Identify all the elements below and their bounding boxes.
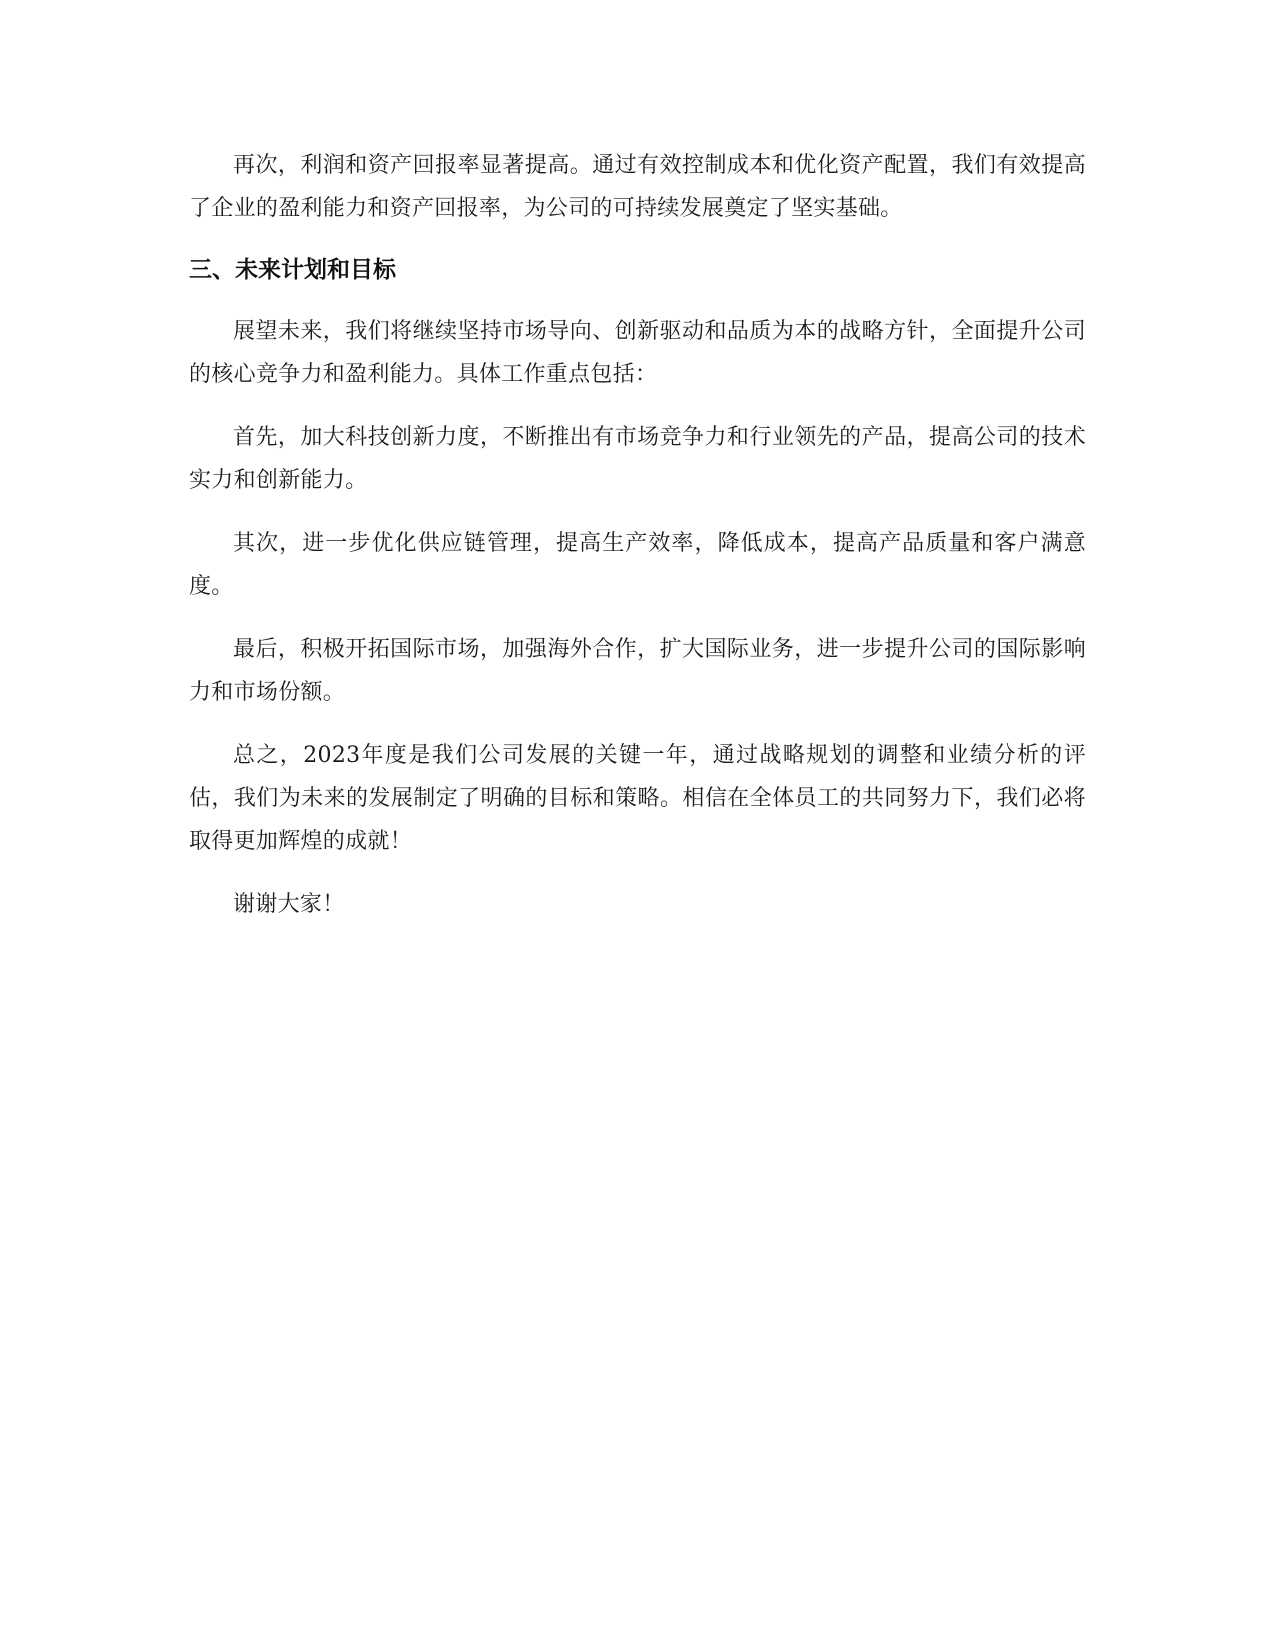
paragraph-first-innovation: 首先，加大科技创新力度，不断推出有市场竞争力和行业领先的产品，提高公司的技术实力和创新能力。 — [189, 425, 1086, 493]
paragraph-thanks: 谢谢大家！ — [233, 892, 345, 917]
section-heading-future-plans: 三、未来计划和目标 — [189, 257, 396, 283]
document-body — [189, 144, 1086, 946]
paragraph-second-supply-chain: 其次，进一步优化供应链管理，提高生产效率，降低成本，提高产品质量和客户满意度。 — [189, 531, 1086, 599]
paragraph-outlook: 展望未来，我们将继续坚持市场导向、创新驱动和品质为本的战略方针，全面提升公司的核心竞争力和盈利能力。具体工作重点包括： — [189, 319, 1086, 387]
paragraph-summary: 总之，2023年度是我们公司发展的关键一年，通过战略规划的调整和业绩分析的评估，我们为未来的发展制定了明确的目标和策略。相信在全体员工的共同努力下，我们必将取得更加辉煌的成就！ — [189, 743, 1086, 854]
paragraph-last-international: 最后，积极开拓国际市场，加强海外合作，扩大国际业务，进一步提升公司的国际影响力和市场份额。 — [189, 637, 1086, 705]
paragraph-profit-roa: 再次，利润和资产回报率显著提高。通过有效控制成本和优化资产配置，我们有效提高了企业的盈利能力和资产回报率，为公司的可持续发展奠定了坚实基础。 — [189, 153, 1086, 221]
